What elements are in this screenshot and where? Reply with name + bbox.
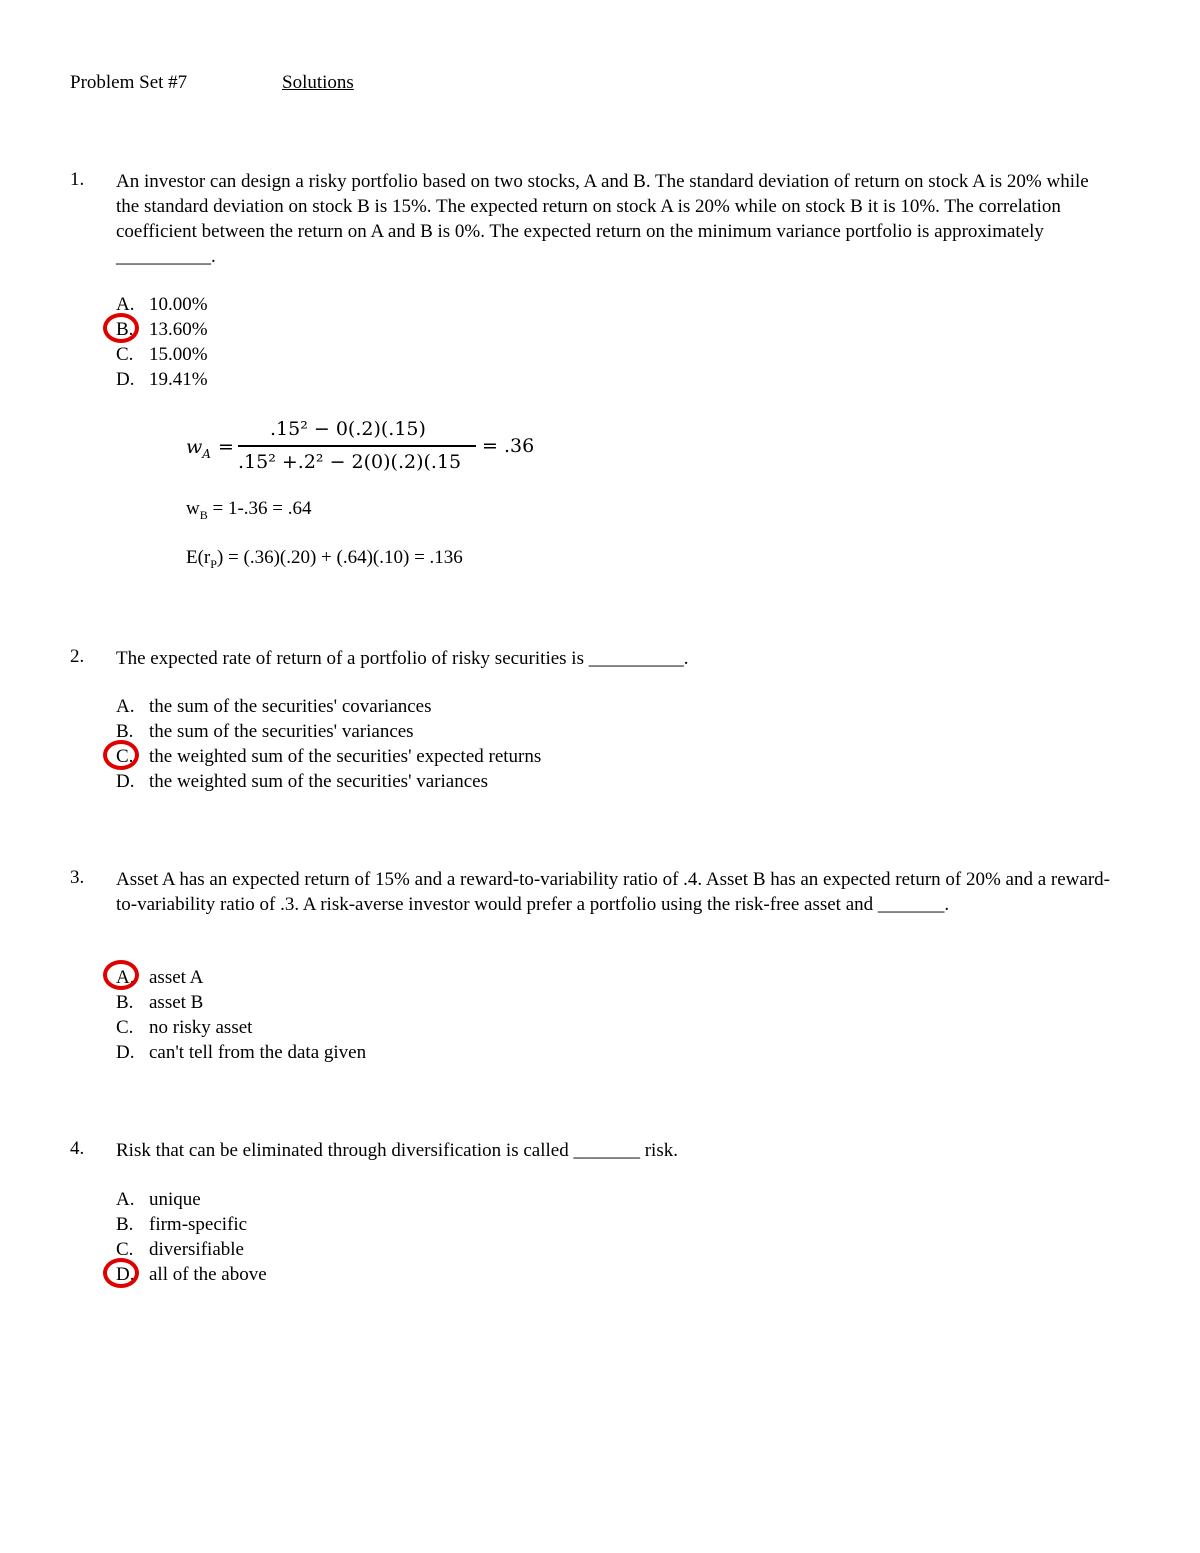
option-letter: D. — [116, 1042, 135, 1063]
question-4-option-b — [116, 1212, 247, 1237]
answer-circle-q4 — [103, 1258, 139, 1288]
answer-circle-q3 — [103, 960, 139, 990]
option-text: all of the above — [149, 1264, 267, 1285]
option-text: the weighted sum of the securities' expected returns — [149, 746, 542, 767]
fraction-bar — [238, 445, 476, 447]
option-letter: B. — [116, 1214, 134, 1235]
option-letter: C. — [116, 344, 134, 365]
question-3-option-d — [116, 1040, 366, 1065]
question-1-option-a — [116, 292, 208, 317]
answer-circle-q1 — [103, 313, 139, 343]
question-3-option-b — [116, 990, 203, 1015]
option-text: 13.60% — [149, 319, 208, 340]
question-2-option-d — [116, 769, 488, 794]
option-letter: A. — [116, 1189, 135, 1210]
option-letter: B. — [116, 721, 134, 742]
option-letter: C. — [116, 746, 134, 767]
option-letter: C. — [116, 1017, 134, 1038]
question-1-text: An investor can design a risky portfolio based on two stocks, A and B. The standard deviation of return on stock A is 20% while the standard deviation on stock B is 15%. The expected return on stock A is 20% while on stock B it is 10%. The correlation coefficient between the return on A and B is 0%. The expected return on the minimum variance portfolio is approximately __________. — [116, 171, 1089, 267]
option-letter: D. — [116, 369, 135, 390]
wa-result: = .36 — [482, 435, 535, 457]
question-1-option-c — [116, 342, 208, 367]
option-text: 10.00% — [149, 294, 208, 315]
option-letter: A. — [116, 696, 135, 717]
wb-line: $w_B = 1-.36 = .64$ — [186, 498, 312, 522]
option-text: the sum of the securities' covariances — [149, 696, 432, 717]
question-4-text: Risk that can be eliminated through diversification is called _______ risk. — [116, 1140, 678, 1161]
question-4-option-a — [116, 1187, 201, 1212]
option-text: no risky asset — [149, 1017, 253, 1038]
option-text: diversifiable — [149, 1239, 244, 1260]
option-text: unique — [149, 1189, 201, 1210]
question-2-number: 2. — [70, 646, 85, 667]
question-3-option-c — [116, 1015, 252, 1040]
option-letter: C. — [116, 1239, 134, 1260]
option-letter: B. — [116, 319, 134, 340]
page-title: Problem Set #7 — [70, 72, 188, 93]
option-text: asset B — [149, 992, 204, 1013]
question-4-option-c — [116, 1237, 244, 1262]
question-2-option-b — [116, 719, 414, 744]
option-text: the weighted sum of the securities' variances — [149, 771, 488, 792]
option-letter: D. — [116, 771, 135, 792]
wa-equals: = — [218, 436, 234, 458]
question-2-option-c — [116, 744, 541, 769]
option-text: the sum of the securities' variances — [149, 721, 414, 742]
option-letter: B. — [116, 992, 134, 1013]
question-1-number: 1. — [70, 169, 85, 190]
question-3-text: Asset A has an expected return of 15% and a reward-to-variability ratio of .4. Asset B has an expected return of 20% and a reward-to-variability ratio of .3. A risk-averse investor would prefer a portfolio using the risk-free asset and _______. — [116, 869, 1110, 915]
option-text: can't tell from the data given — [149, 1042, 367, 1063]
option-text: firm-specific — [149, 1214, 248, 1235]
page-subtitle: Solutions — [282, 72, 354, 93]
question-2-text: The expected rate of return of a portfolio of risky securities is __________. — [116, 648, 689, 669]
option-letter: D. — [116, 1264, 135, 1285]
question-2-option-a — [116, 694, 432, 719]
wa-numerator: .15² − 0(.2)(.15) — [270, 418, 426, 440]
wa-denominator: .15² +.2² − 2(0)(.2)(.15 — [238, 451, 462, 473]
wa-label: $w_A$ — [186, 436, 211, 461]
option-text: 15.00% — [149, 344, 208, 365]
option-text: asset A — [149, 967, 204, 988]
option-text: 19.41% — [149, 369, 208, 390]
answer-circle-q2 — [103, 740, 139, 770]
question-3-number: 3. — [70, 867, 85, 888]
expected-return-line: $E(r_P) = (.36)(.20) + (.64)(.10) = .136$ — [186, 547, 463, 571]
option-letter: A. — [116, 967, 135, 988]
option-letter: A. — [116, 294, 135, 315]
question-1-option-d — [116, 367, 208, 392]
question-4-number: 4. — [70, 1138, 85, 1159]
